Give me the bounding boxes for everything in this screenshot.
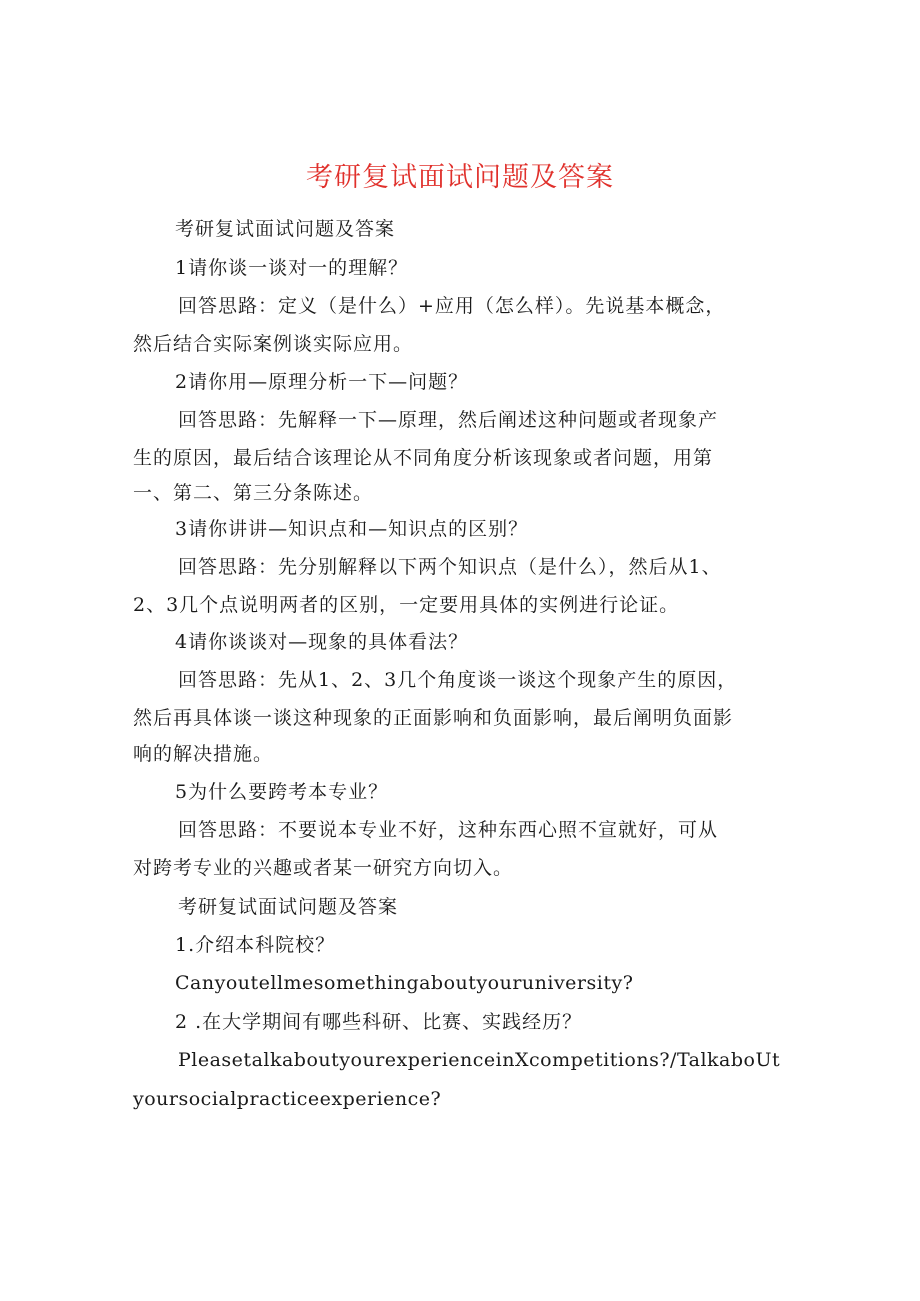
question-6-english: Canyoutellmesomethingaboutyouruniversity? — [175, 972, 634, 994]
answer-2-line-1: 回答思路：先解释一下—原理，然后阐述这种问题或者现象产 — [178, 409, 719, 431]
question-4: 4请你谈谈对—现象的具体看法？ — [175, 631, 469, 653]
answer-1-line-1: 回答思路：定义（是什么）+应用（怎么样）。先说基本概念， — [178, 295, 726, 317]
answer-3-line-2: 2、3几个点说明两者的区别，一定要用具体的实例进行论证。 — [133, 594, 680, 616]
answer-4-line-1: 回答思路：先从1、2、3几个角度谈一谈这个现象产生的原因， — [178, 669, 738, 691]
question-7: 2 .在大学期间有哪些科研、比赛、实践经历？ — [175, 1011, 583, 1033]
question-2: 2请你用—原理分析一下—问题？ — [175, 371, 469, 393]
question-5: 5为什么要跨考本专业？ — [175, 781, 389, 803]
answer-1-line-2: 然后结合实际案例谈实际应用。 — [133, 333, 414, 355]
question-1: 1请你谈一谈对一的理解？ — [175, 257, 409, 279]
section-heading: 考研复试面试问题及答案 — [175, 218, 396, 240]
document-title: 考研复试面试问题及答案 — [306, 162, 614, 193]
answer-3-line-1: 回答思路：先分别解释以下两个知识点（是什么），然后从1、 — [178, 556, 722, 578]
section-heading-2: 考研复试面试问题及答案 — [178, 896, 399, 918]
answer-5-line-2: 对跨考专业的兴趣或者某一研究方向切入。 — [133, 857, 514, 879]
question-3: 3请你讲讲—知识点和—知识点的区别？ — [175, 518, 529, 540]
answer-2-line-3: 一、第二、第三分条陈述。 — [133, 482, 374, 504]
question-7-english-line-1: PleasetalkaboutyourexperienceinXcompetitions?/TalkaboUt — [178, 1049, 781, 1071]
answer-4-line-2: 然后再具体谈一谈这种现象的正面影响和负面影响，最后阐明负面影 — [133, 707, 734, 729]
answer-4-line-3: 响的解决措施。 — [133, 743, 274, 765]
answer-2-line-2: 生的原因，最后结合该理论从不同角度分析该现象或者问题，用第 — [133, 447, 714, 469]
question-7-english-line-2: yoursocialpracticeexperience? — [133, 1088, 442, 1110]
answer-5-line-1: 回答思路：不要说本专业不好，这种东西心照不宣就好，可从 — [178, 819, 719, 841]
question-6: 1.介绍本科院校？ — [175, 934, 336, 956]
